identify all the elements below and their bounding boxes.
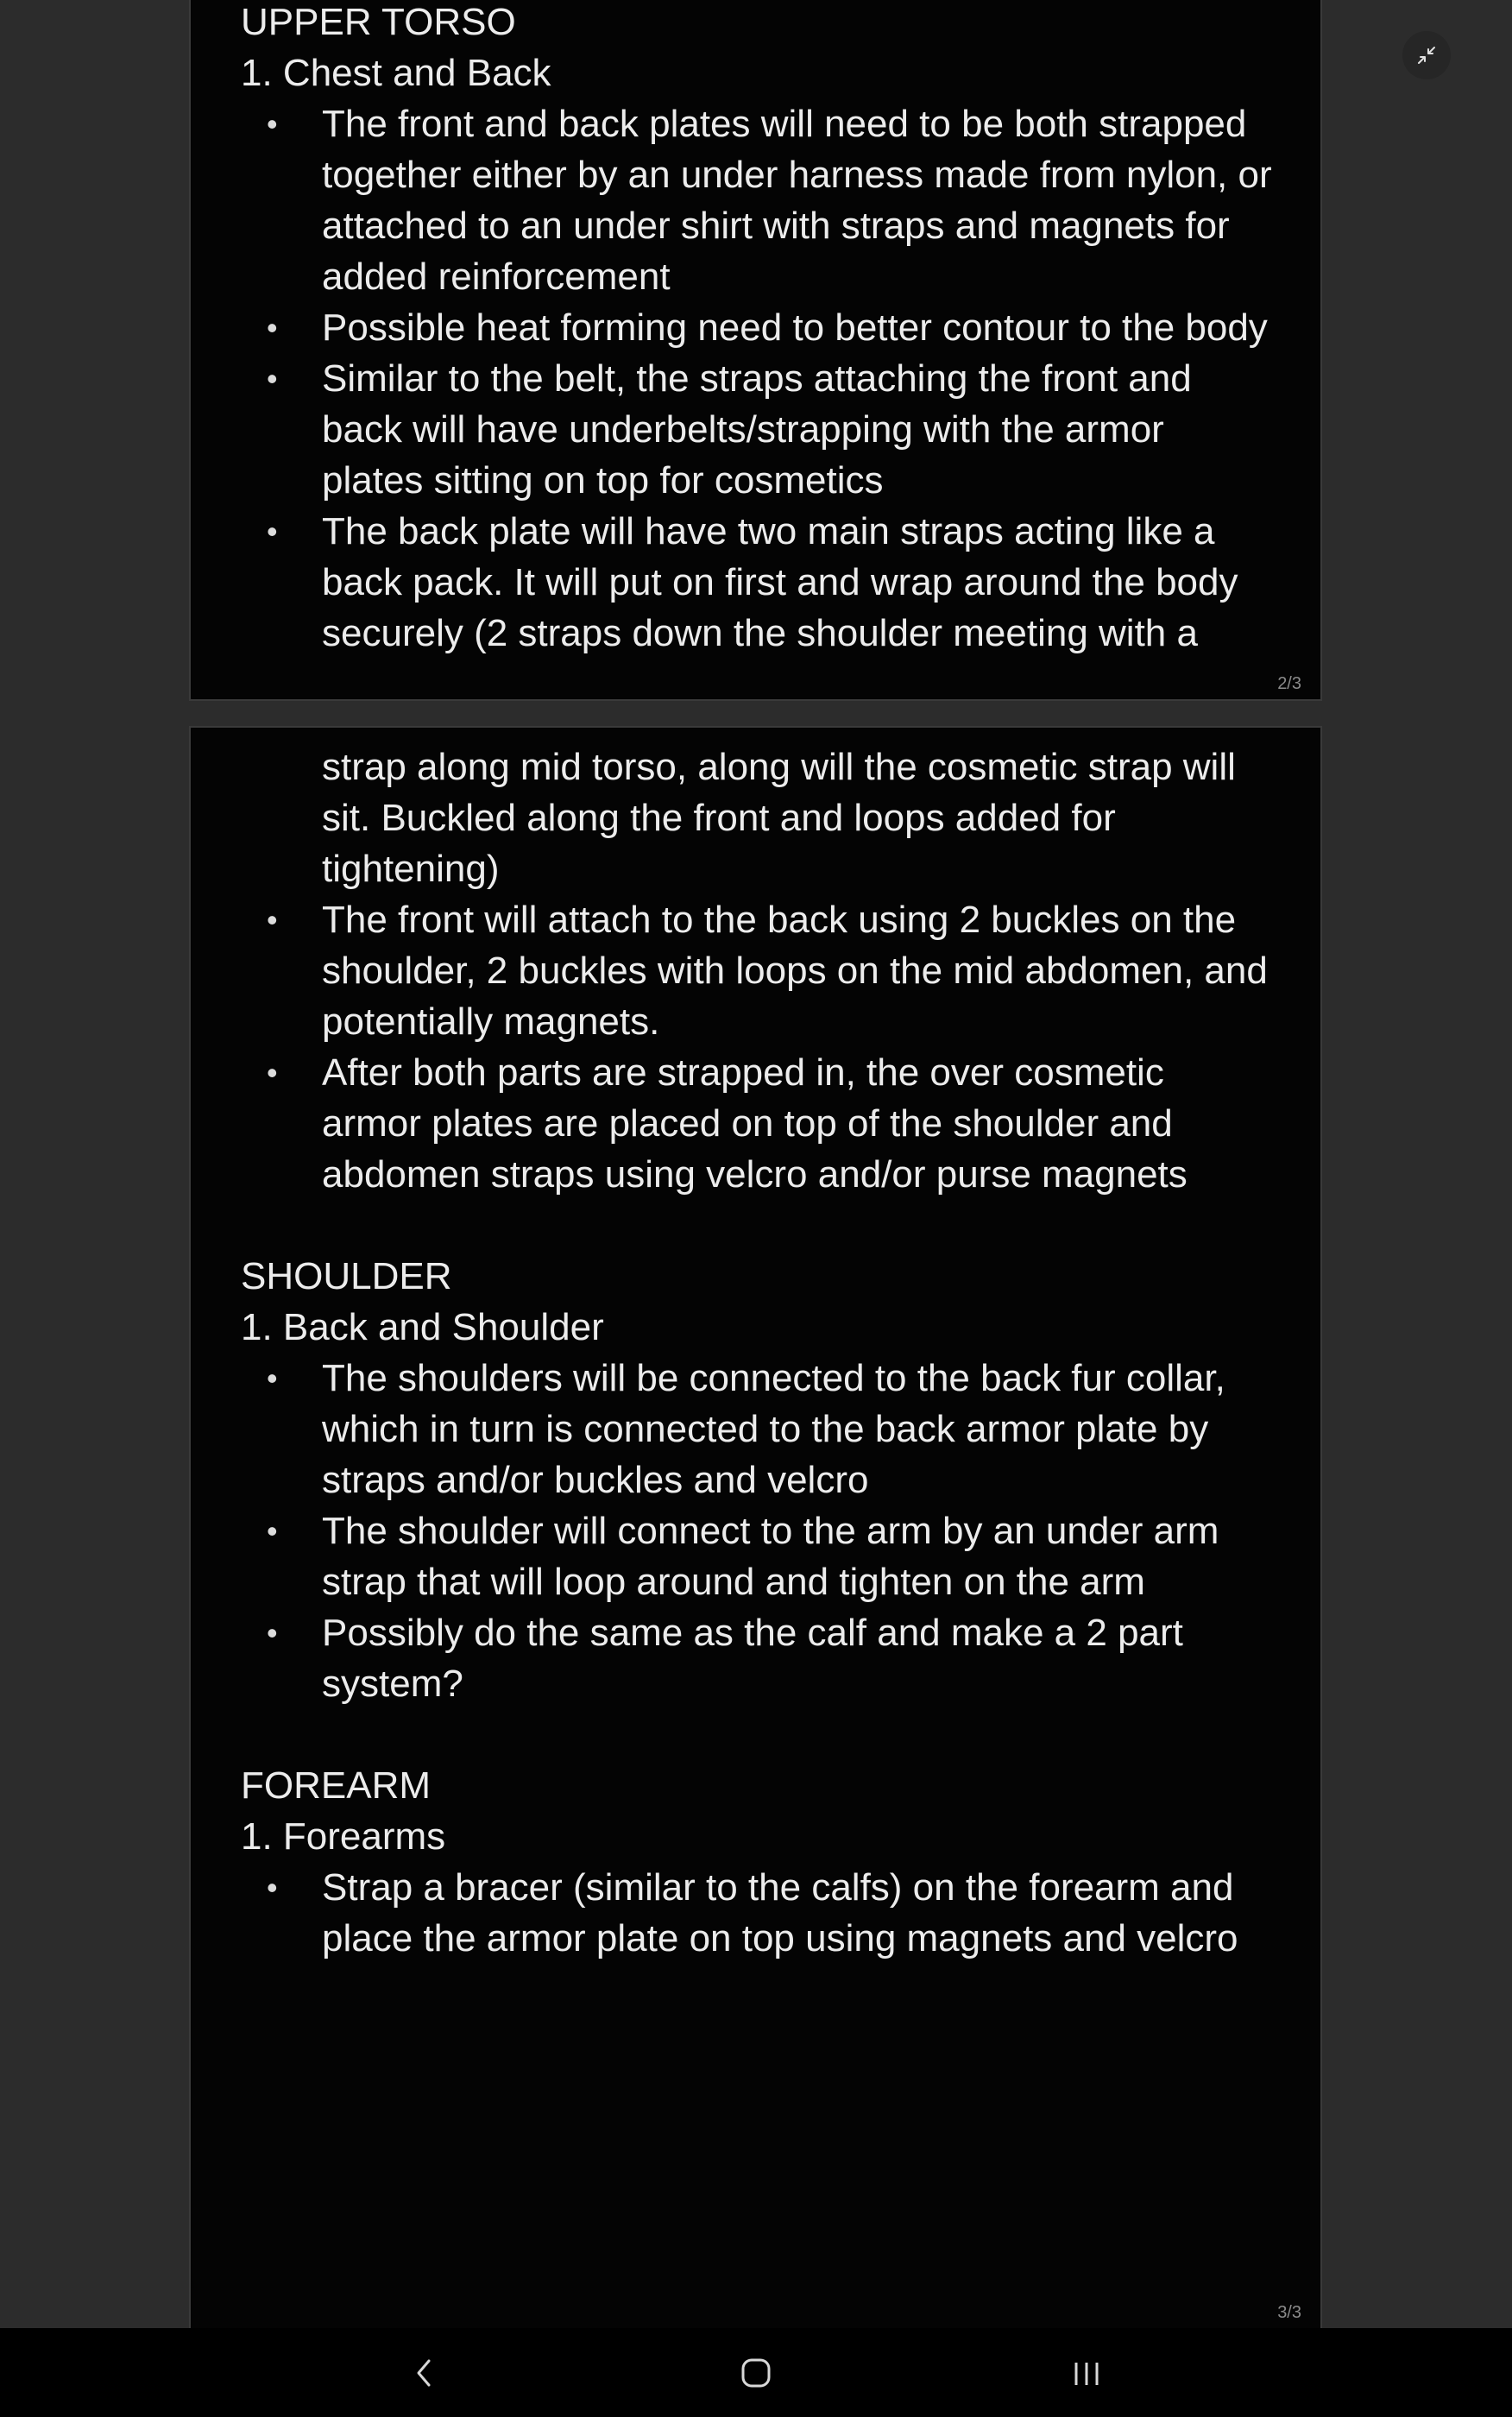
recents-icon (1069, 2356, 1104, 2390)
bullet-list-forearm (241, 1862, 1286, 1964)
bullet-list-torso-continued (241, 894, 1286, 1200)
subsection-title-back-and-shoulder: 1. Back and Shoulder (241, 1306, 604, 1348)
bullet-dot: • (267, 106, 278, 142)
bullet-dot: • (267, 902, 278, 937)
list-item: • After both parts are strapped in, the over cosmetic armor plates are placed on top of the shoulder and abdomen straps using velcro and/or purse magnets (241, 1047, 1286, 1200)
list-item: • The back plate will have two main straps acting like a back pack. It will put on first and wrap around the body securely (2 straps down the shoulder meeting with a (241, 506, 1286, 659)
list-item: • Possible heat forming need to better contour to the body (241, 302, 1286, 353)
page-3-content (241, 742, 1286, 1964)
list-item: • The front and back plates will need to be both strapped together either by an under harness made from nylon, or attached to an under shirt with straps and magnets for added reinforcement (241, 98, 1286, 302)
bullet-list-chest-and-back (241, 98, 1286, 659)
page-number-label: 2/3 (1277, 674, 1301, 693)
bullet-dot: • (267, 1870, 278, 1905)
navigation-bar (0, 2328, 1512, 2417)
subsection-title-forearms: 1. Forearms (241, 1815, 446, 1858)
list-item: • Similar to the belt, the straps attaching the front and back will have underbelts/strapping with the armor plates sitting on top for cosmetics (241, 353, 1286, 506)
minimize-button[interactable] (1402, 31, 1451, 79)
home-button[interactable] (704, 2328, 808, 2417)
list-item: • The shoulder will connect to the arm by an under arm strap that will loop around and tighten on the arm (241, 1505, 1286, 1607)
list-item: • Strap a bracer (similar to the calfs) on the forearm and place the armor plate on top using magnets and velcro (241, 1862, 1286, 1964)
back-button[interactable] (373, 2328, 476, 2417)
section-spacer (241, 1709, 1286, 1760)
minimize-icon (1416, 45, 1437, 66)
list-item: • Possibly do the same as the calf and make a 2 part system? (241, 1607, 1286, 1709)
home-icon (739, 2356, 773, 2390)
bullet-list-shoulder (241, 1353, 1286, 1709)
list-item: • The shoulders will be connected to the back fur collar, which in turn is connected to the back armor plate by straps and/or buckles and velcro (241, 1353, 1286, 1505)
bullet-dot: • (267, 310, 278, 345)
continued-bullet-text: strap along mid torso, along will the cosmetic strap will sit. Buckled along the front and loops added for tightening) (322, 746, 1236, 890)
section-title-forearm: FOREARM (241, 1764, 431, 1807)
subsection-title-chest-and-back: 1. Chest and Back (241, 52, 551, 94)
section-title-shoulder: SHOULDER (241, 1255, 452, 1297)
section-spacer (241, 1200, 1286, 1251)
bullet-dot: • (267, 514, 278, 549)
page-number-label: 3/3 (1277, 2303, 1301, 2322)
bullet-dot: • (267, 1513, 278, 1549)
back-icon (412, 2356, 438, 2390)
recents-button[interactable] (1035, 2328, 1138, 2417)
bullet-dot: • (267, 361, 278, 396)
page-2-content (241, 0, 1286, 659)
bullet-dot: • (267, 1055, 278, 1090)
list-item: • The front will attach to the back using 2 buckles on the shoulder, 2 buckles with loops on the mid abdomen, and potentially magnets. (241, 894, 1286, 1047)
bullet-dot: • (267, 1360, 278, 1396)
document-page-2 (189, 0, 1322, 701)
bullet-dot: • (267, 1615, 278, 1650)
section-title-upper-torso: UPPER TORSO (241, 1, 516, 43)
document-page-3 (189, 726, 1322, 2328)
